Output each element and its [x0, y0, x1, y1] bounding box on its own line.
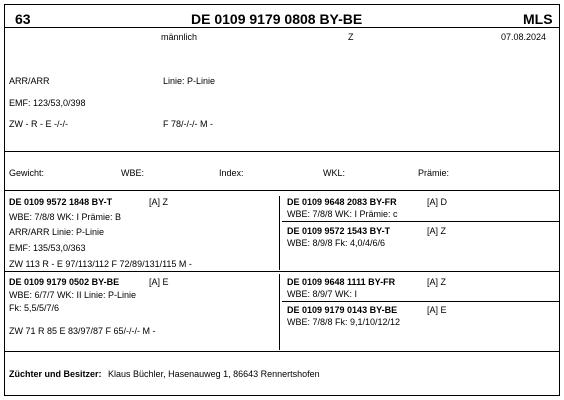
weight-label: Gewicht: — [9, 168, 45, 178]
ear-tag-number: DE 0109 9179 0808 BY-BE — [191, 11, 363, 27]
scores-divider — [5, 190, 559, 191]
breeder-label: Züchter und Besitzer: — [9, 369, 102, 379]
father-line2: ARR/ARR Linie: P-Linie — [9, 227, 105, 237]
pedigree-card — [4, 4, 560, 396]
genotype: ARR/ARR — [9, 76, 50, 86]
ff-tag: [A] D — [427, 197, 448, 207]
fm-line1: WBE: 8/9/8 Fk: 4,0/4/6/6 — [287, 238, 386, 248]
mf-tag: [A] Z — [427, 277, 447, 287]
mm-tag: [A] E — [427, 305, 447, 315]
zw: ZW - R - E -/-/- — [9, 119, 68, 129]
f-values: F 78/-/-/- M - — [163, 119, 213, 129]
fm-ring: DE 0109 9572 1543 BY-T — [287, 226, 391, 236]
wbe-label: WBE: — [121, 168, 145, 178]
ff-line1: WBE: 7/8/8 WK: I Prämie: c — [287, 209, 398, 219]
z-mark: Z — [348, 32, 354, 42]
birth-date: 07.08.2024 — [501, 32, 547, 42]
breeder-row — [9, 369, 320, 379]
mother-ring: DE 0109 9179 0502 BY-BE — [9, 277, 120, 287]
line: Linie: P-Linie — [163, 76, 216, 86]
father-tag: [A] Z — [149, 197, 169, 207]
mf-line1: WBE: 8/9/7 WK: I — [287, 289, 358, 299]
mother-line3: ZW 71 R 85 E 83/97/87 F 65/-/-/- M - — [9, 326, 156, 336]
sex: männlich — [161, 32, 198, 42]
father-parents-divider — [279, 196, 280, 270]
mother-line1: WBE: 6/7/7 WK: II Linie: P-Linie — [9, 290, 137, 300]
emf: EMF: 123/53,0/398 — [9, 98, 86, 108]
mother-tag: [A] E — [149, 277, 169, 287]
breed-code: MLS — [523, 11, 553, 27]
mf-ring: DE 0109 9648 1111 BY-FR — [287, 277, 396, 287]
mother-line2: Fk: 5,5/5/7/6 — [9, 303, 60, 313]
praemie-label: Prämie: — [418, 168, 450, 178]
breeder-divider — [5, 351, 559, 352]
wkl-label: WKL: — [323, 168, 346, 178]
mother-parents-divider — [279, 274, 280, 350]
animal-number: 63 — [15, 11, 31, 27]
fm-tag: [A] Z — [427, 226, 447, 236]
breeder-value: Klaus Büchler, Hasenauweg 1, 86643 Rennertshofen — [108, 369, 320, 379]
info-divider — [5, 151, 559, 152]
father-line3: EMF: 135/53,0/363 — [9, 243, 86, 253]
ff-ring: DE 0109 9648 2083 BY-FR — [287, 197, 397, 207]
father-line1: WBE: 7/8/8 WK: I Prämie: B — [9, 212, 122, 222]
index-label: Index: — [219, 168, 244, 178]
mm-ring: DE 0109 9179 0143 BY-BE — [287, 305, 398, 315]
mm-line1: WBE: 7/8/8 Fk: 9,1/10/12/12 — [287, 317, 401, 327]
header-divider — [5, 27, 559, 28]
mf-divider — [282, 301, 559, 302]
father-mother-divider — [5, 271, 559, 272]
ff-divider — [282, 221, 559, 222]
father-line4: ZW 113 R - E 97/113/112 F 72/89/131/115 M - — [9, 259, 192, 269]
father-ring: DE 0109 9572 1848 BY-T — [9, 197, 113, 207]
